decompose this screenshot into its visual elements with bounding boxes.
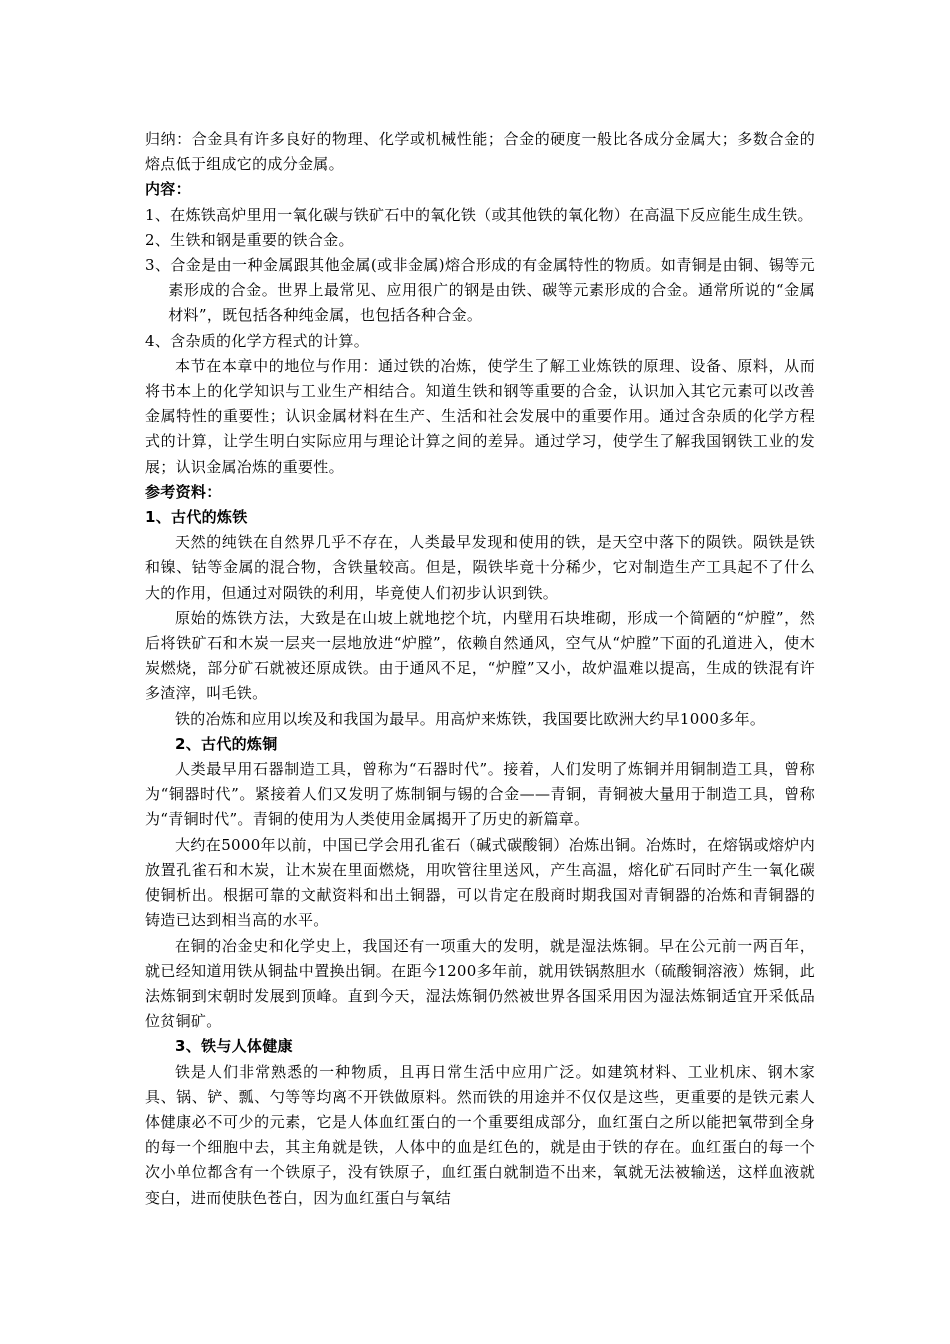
content-item-1: 1、在炼铁高炉里用一氧化碳与铁矿石中的氧化铁（或其他铁的氧化物）在高温下反应能生成生铁。 (145, 205, 813, 224)
section-2-title: 2、古代的炼铜 (175, 734, 278, 753)
section-1-title: 1、古代的炼铁 (145, 508, 248, 527)
summary-paragraph: 归纳：合金具有许多良好的物理、化学或机械性能；合金的硬度一般比各成分金属大；多数合金的熔点低于组成它的成分金属。 (145, 130, 815, 174)
section-2-paragraph-3: 在铜的冶金史和化学史上，我国还有一项重大的发明，就是湿法炼铜。早在公元前一两百年，就已经知道用铁从铜盐中置换出铜。在距今1200多年前，就用铁锅熬胆水（硫酸铜溶液）炼铜，此法炼铜到宋朝时发展到顶峰。直到今天，湿法炼铜仍然被世界各国采用因为湿法炼铜适宜开采低品位贫铜矿。 (145, 936, 815, 1031)
role-paragraph: 本节在本章中的地位与作用：通过铁的冶炼，使学生了解工业炼铁的原理、设备、原料，从而将书本上的化学知识与工业生产相结合。知道生铁和钢等重要的合金，认识加入其它元素可以改善金属特性的重要性；认识金属材料在生产、生活和社会发展中的重要作用。通过含杂质的化学方程式的计算，让学生明白实际应用与理论计算之间的差异。通过学习，使学生了解我国钢铁工业的发展；认识金属冶炼的重要性。 (145, 356, 815, 476)
section-1-paragraph-1: 天然的纯铁在自然界几乎不存在，人类最早发现和使用的铁，是天空中落下的陨铁。陨铁是铁和镍、钴等金属的混合物，含铁量较高。但是，陨铁毕竟十分稀少，它对制造生产工具起不了什么大的作用，但通过对陨铁的利用，毕竟使人们初步认识到铁。 (145, 533, 815, 602)
section-1-paragraph-3: 铁的冶炼和应用以埃及和我国为最早。用高炉来炼铁，我国要比欧洲大约早1000多年。 (175, 709, 766, 728)
section-2-paragraph-2: 大约在5000年以前，中国已学会用孔雀石（碱式碳酸铜）冶炼出铜。冶炼时，在熔锅或熔炉内放置孔雀石和木炭，让木炭在里面燃烧，用吹管往里送风，产生高温，熔化矿石同时产生一氧化碳使铜析出。根据可靠的文献资料和出土铜器，可以肯定在殷商时期我国对青铜器的冶炼和青铜器的铸造已达到相当高的水平。 (145, 835, 815, 930)
section-1-paragraph-2: 原始的炼铁方法，大致是在山坡上就地挖个坑，内壁用石块堆砌，形成一个简陋的“炉膛”，然后将铁矿石和木炭一层夹一层地放进“炉膛”，依赖自然通风，空气从“炉膛”下面的孔道进入，使木炭燃烧，部分矿石就被还原成铁。由于通风不足，“炉膛”又小，故炉温难以提高，生成的铁混有许多渣滓，叫毛铁。 (145, 608, 815, 703)
document-page (145, 127, 815, 1211)
content-heading: 内容： (145, 180, 191, 199)
section-2-paragraph-1: 人类最早用石器制造工具，曾称为“石器时代”。接着，人们发明了炼铜并用铜制造工具，曾称为“铜器时代”。紧接着人们又发明了炼制铜与锡的合金——青铜，青铜被大量用于制造工具，曾称为“青铜时代”。青铜的使用为人类使用金属揭开了历史的新篇章。 (145, 760, 815, 829)
content-item-4: 4、含杂质的化学方程式的计算。 (145, 331, 370, 350)
reference-heading: 参考资料： (145, 482, 222, 501)
section-3-title: 3、铁与人体健康 (175, 1037, 293, 1056)
content-item-2: 2、生铁和钢是重要的铁合金。 (145, 230, 354, 249)
content-item-3: 3、合金是由一种金属跟其他金属(或非金属)熔合形成的有金属特性的物质。如青铜是由铜、锡等元素形成的合金。世界上最常见、应用很广的钢是由铁、碳等元素形成的合金。通常所说的“金属材料”，既包括各种纯金属，也包括各种合金。 (145, 256, 815, 325)
section-3-paragraph-1: 铁是人们非常熟悉的一种物质，且再日常生活中应用广泛。如建筑材料、工业机床、钢木家具、锅、铲、瓢、勺等等均离不开铁做原料。然而铁的用途并不仅仅是这些，更重要的是铁元素人体健康必不可少的元素，它是人体血红蛋白的一个重要组成部分，血红蛋白之所以能把氧带到全身的每一个细胞中去，其主角就是铁，人体中的血是红色的，就是由于铁的存在。血红蛋白的每一个次小单位都含有一个铁原子，没有铁原子，血红蛋白就制造不出来，氧就无法被输送，这样血液就变白，进而使肤色苍白，因为血红蛋白与氧结 (145, 1062, 815, 1207)
